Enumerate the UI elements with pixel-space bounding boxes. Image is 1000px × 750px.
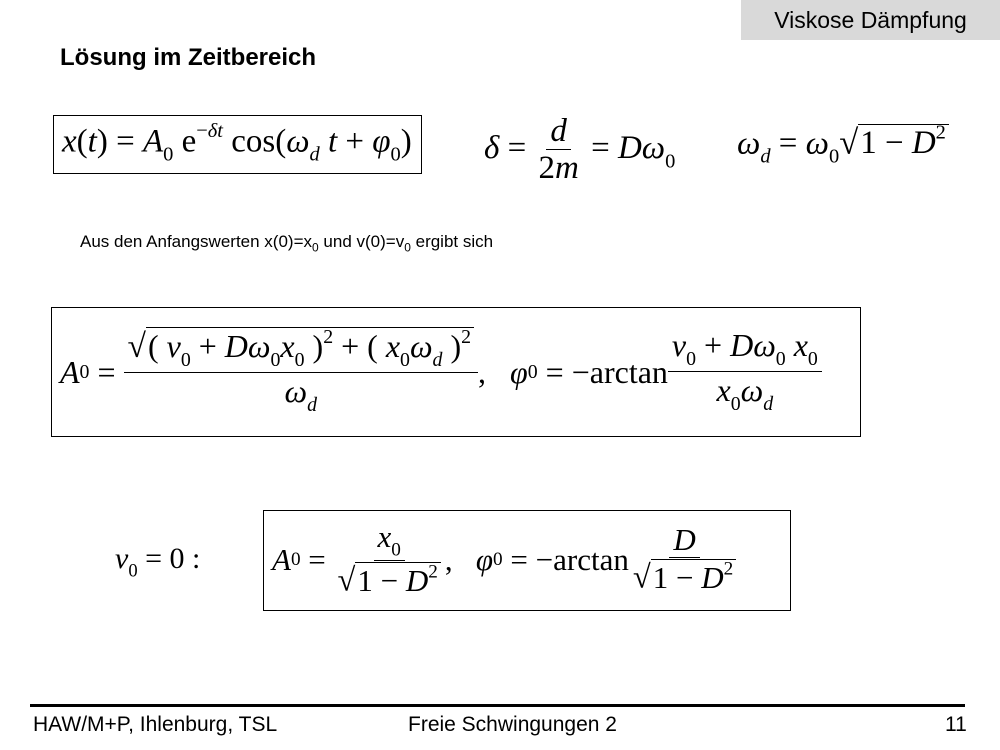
footer-course: Freie Schwingungen 2: [408, 713, 617, 736]
v0-zero-equation: A 0 = $\frac{x_0}{√1 - D^2}$ , φ 0 = −arctan $\frac{D}{√1 - D^2}$: [272, 514, 740, 606]
slide-title: Lösung im Zeitbereich: [60, 44, 317, 71]
delta-equation: δ = $\frac{d}{2m}$ = $D\omega_0$: [484, 113, 676, 187]
omega-d-equation: $\omega_d = \omega_0√1 - D^2$: [737, 122, 949, 169]
footer-author: HAW/M+P, Ihlenburg, TSL: [33, 713, 278, 736]
initial-values-note: Aus den Anfangswerten $x(0)=x_0$ und $v(0)=v_0$ ergibt sich: [80, 232, 494, 255]
initial-values-equation: A 0 = $\frac{√( v_0 + D\omega_0x_0 )^2 + ( x_0\omega_d )^2}{\omega_d}$ , φ 0 = −arctan $\frac{v_0 + D\omega_0 x_0}{x_0\omega_d}$: [60, 314, 822, 430]
topic-tag: Viskose Dämpfung: [741, 0, 1000, 40]
footer-rule: [30, 704, 965, 707]
page-number: 11: [945, 713, 967, 736]
solution-equation: $x(t) = A_0$ $e^{-\delta t}$ $\cos(\omega_d$ $t + \varphi_0$): [62, 120, 412, 166]
v0-zero-label: $v_0 = 0$ :: [115, 542, 201, 582]
